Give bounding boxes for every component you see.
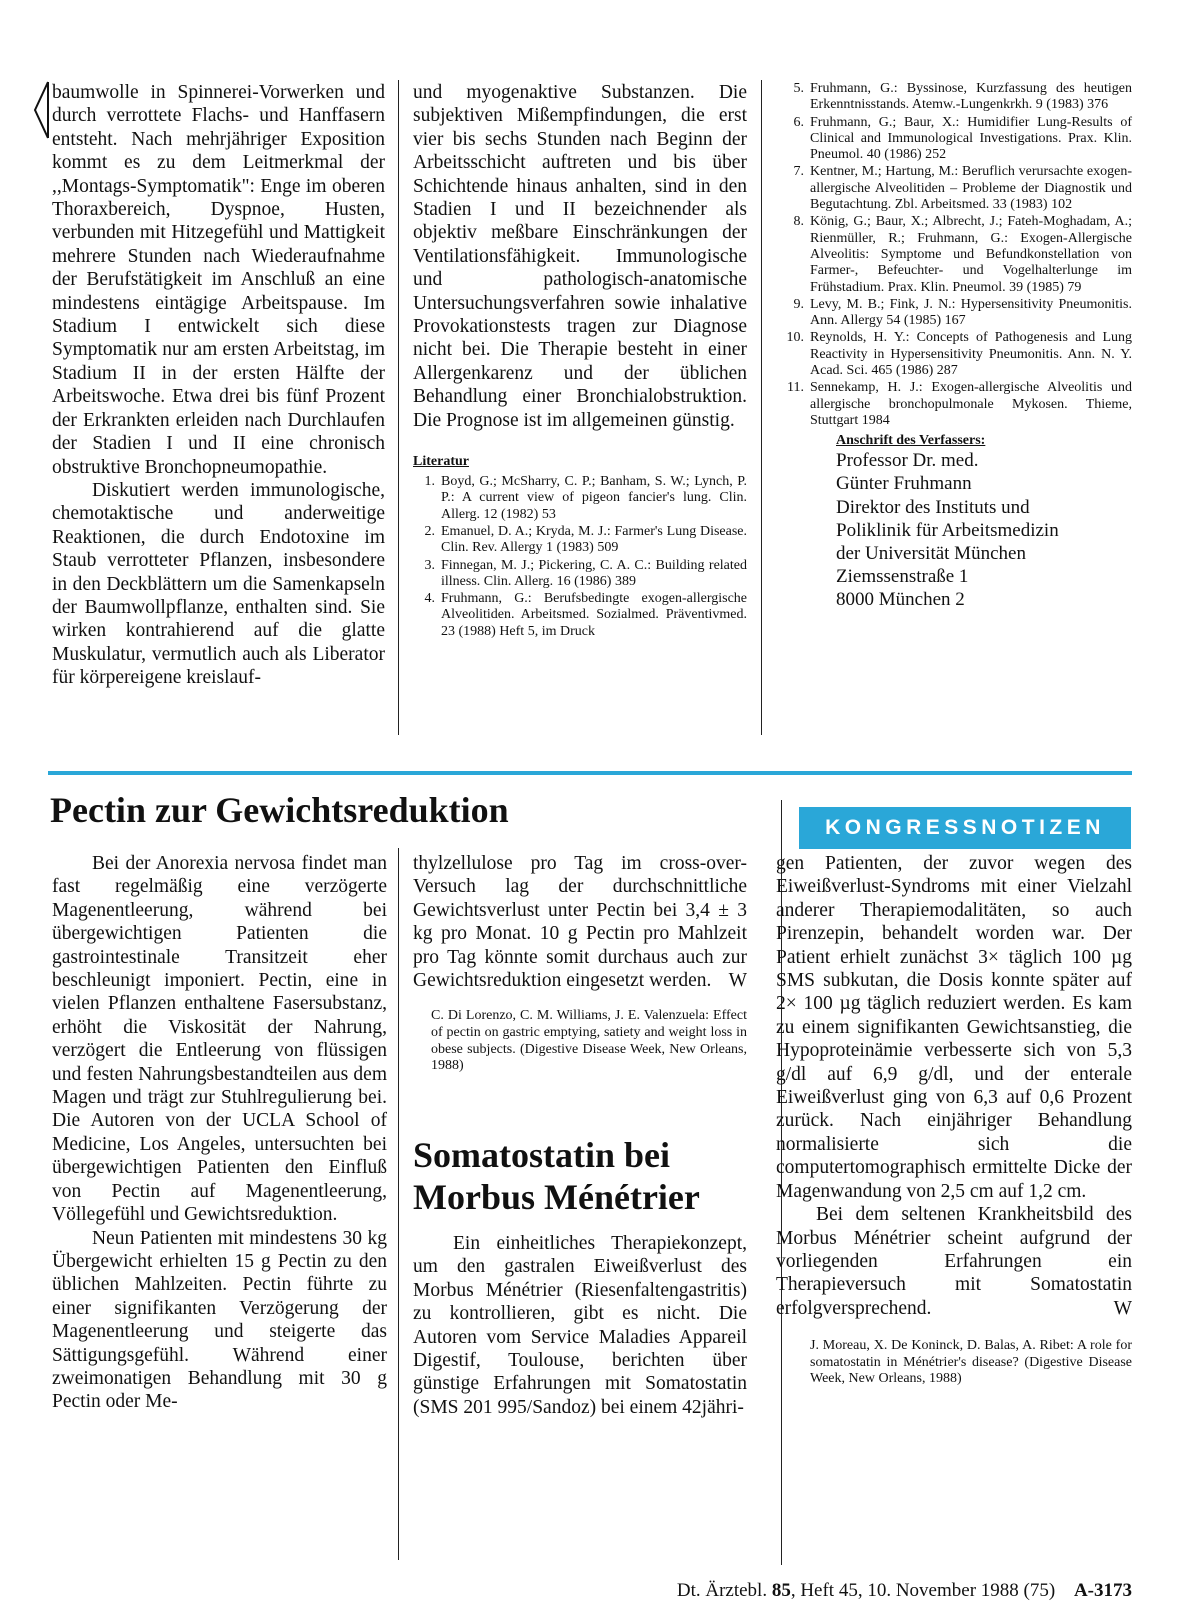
reference-item: 10. Reynolds, H. Y.: Concepts of Pathogenesis and Lung Reactivity in Hypersensitivity Pneumonitis. Ann. N. Y. Acad. Sci. 465 (1986) 287 [786, 330, 1132, 379]
reference-item: 7. Kentner, M.; Hartung, M.: Beruflich verursachte exogen-allergische Alveolitiden – Probleme der Diagnostik und Begutachtung. Zbl. Arbeitsmed. 33 (1983) 102 [793, 164, 1132, 213]
author-signature: W [728, 970, 747, 992]
top-col1 [52, 81, 385, 690]
section-label: KONGRESSNOTIZEN [799, 807, 1131, 849]
reference-item: 5. Fruhmann, G.: Byssinose, Kurzfassung des heutigen Erkenntnisstands. Atemw.-Lungenkrkh. 9 (1983) 376 [793, 81, 1132, 113]
source-citation: J. Moreau, X. De Koninck, D. Balas, A. Ribet: A role for somatostatin in Ménétrier's disease? (Digestive Disease Week, New Orleans, 1988) [810, 1338, 1132, 1387]
page-footer: Dt. Ärztebl. 85, Heft 45, 10. November 1988 (75) A-3173 [676, 1580, 1132, 1601]
address-line: Ziemssenstraße 1 [836, 566, 969, 588]
paragraph: Neun Patienten mit mindestens 30 kg Übergewicht erhielten 15 g Pectin zu den üblichen Mahlzeiten. Pectin führte zu einer signifikanten Verzögerung der Magenentleerung und steigerte das Sättigungsgefühl. Während einer zweimonatigen Behandlung mit 30 g Pectin oder Me- [52, 1227, 387, 1413]
literatur-heading: Literatur [413, 454, 469, 470]
address-line: Direktor des Instituts und [836, 496, 1030, 518]
author-address [836, 433, 1132, 611]
paragraph: Diskutiert werden immunologische, chemotaktische und anderweitige Reaktionen, die durch Endotoxine im Staub verrotteter Pflanzen, insbesondere in den Deckblättern um die Samenkapseln der Baumwollpflanze, enthalten sind. Sie wirken kontrahierend auf die glatte Muskulatur, vermutlich auch als Liberator für körpereigene kreislauf- [52, 479, 385, 689]
top-col2 [413, 81, 747, 641]
reference-item: 3. Finnegan, M. J.; Pickering, C. A. C.: Building related illness. Clin. Allerg. 16 (1986) 389 [424, 557, 747, 589]
address-line: Poliklinik für Arbeitsmedizin [836, 519, 1059, 541]
column-divider [398, 80, 399, 735]
section-divider [48, 771, 1132, 775]
top-col3 [776, 81, 1132, 612]
somatostatin-col2 [413, 1232, 747, 1419]
paragraph: baumwolle in Spinnerei-Vorwerken und durch verrottete Flachs- und Hanffasern entsteht. Nach mehrjähriger Exposition kommt es zu dem Leitmerkmal der ,,Montags-Symptomatik": Enge im oberen Thoraxbereich, Dyspnoe, Husten, verbunden mit Hitzegefühl und Mattigkeit mehrere Stunden nach Wiederaufnahme der Berufstätigkeit im Anschluß an eine mindestens eintägige Arbeitspause. Im Stadium I entwickelt sich diese Symptomatik nur am ersten Arbeitstag, im Stadium II in der ersten Hälfte der Arbeitswoche. Etwa drei bis fünf Prozent der Erkrankten erleiden nach Durchlaufen der Stadien I und II eine chronisch obstruktive Bronchopneumopathie. [52, 82, 385, 478]
article-title: Somatostatin bei Morbus Ménétrier [413, 1135, 700, 1217]
pectin-col2 [413, 852, 747, 1075]
column-divider [398, 848, 399, 1560]
author-signature: W [1113, 1297, 1132, 1319]
reference-item: 8. König, G.; Baur, X.; Albrecht, J.; Fateh-Moghadam, A.; Rienmüller, R.; Fruhmann, G.: Exogen-Allergische Alveolitis: Symptome und Befundkonstellation von Farmer-, Befeuchter- und Vogelhalterlunge im Frühstadium. Prax. Klin. Pneumol. 39 (1985) 79 [793, 214, 1132, 295]
paragraph: Bei dem seltenen Krankheitsbild des Morbus Ménétrier scheint aufgrund der vorliegenden Erfahrungen ein Therapieversuch mit Somatostatin erfolgversprechend. W [776, 1204, 1132, 1319]
page-number: A-3173 [1073, 1580, 1132, 1601]
address-line: Professor Dr. med. [836, 450, 979, 472]
column-divider [761, 80, 762, 735]
reference-item: 4. Fruhmann, G.: Berufsbedingte exogen-allergische Alveolitiden. Arbeitsmed. Sozialmed. Präventivmed. 23 (1988) Heft 5, im Druck [424, 591, 747, 639]
address-line: Günter Fruhmann [836, 473, 972, 495]
paragraph: und myogenaktive Substanzen. Die subjektiven Mißempfindungen, die erst vier bis sechs Stunden nach Beginn der Arbeitsschicht auftreten und bis über Schichtende hinaus anhalten, sind in den Stadien I und II bezeichnender als objektiv meßbare Einschränkungen der Ventilationsfähigkeit. Immunologische und pathologisch-anatomische Untersuchungsverfahren sowie inhalative Provokationstests tragen zur Diagnose nicht bei. Die Therapie besteht in einer Allergenkarenz und der üblichen Behandlung einer Bronchialobstruktion. Die Prognose ist im allgemeinen günstig. [413, 82, 747, 431]
reference-item: 9. Levy, M. B.; Fink, J. N.: Hypersensitivity Pneumonitis. Ann. Allergy 54 (1985) 167 [793, 296, 1132, 329]
paragraph: gen Patienten, der zuvor wegen des Eiweißverlust-Syndroms mit einer Vielzahl anderer Therapiemodalitäten, so auch Pirenzepin, behandelt worden war. Der Patient erhielt zunächst 3× täglich 100 µg SMS subkutan, die Dosis konnte später auf 2× 100 µg täglich reduziert werden. Es kam zu einem signifikanten Gewichtsanstieg, die Hypoproteinämie verbesserte sich von 5,3 g/dl auf 6,9 g/dl, und der enterale Eiweißverlust ging von 6,3 auf 0,6 Prozent zurück. Nach einjähriger Behandlung normalisierte sich die computertomographisch ermittelte Dicke der Magenwandung von 2,5 cm auf 1,2 cm. [776, 853, 1132, 1202]
reference-list [776, 81, 1132, 429]
address-line: 8000 München 2 [836, 589, 965, 611]
article-title: Pectin zur Gewichtsreduktion [50, 790, 509, 830]
somatostatin-col3 [776, 852, 1132, 1388]
source-citation: C. Di Lorenzo, C. M. Williams, J. E. Valenzuela: Effect of pectin on gastric emptying, satiety and weight loss in obese subjects. (Digestive Disease Week, New Orleans, 1988) [431, 1008, 747, 1074]
reference-item: 2. Emanuel, D. A.; Kryda, M. J.: Farmer's Lung Disease. Clin. Rev. Allergy 1 (1983) 509 [424, 523, 747, 556]
reference-item: 11. Sennekamp, H. J.: Exogen-allergische Alveolitis und allergische bronchopulmonale Mykosen. Thieme, Stuttgart 1984 [787, 380, 1132, 428]
paragraph: Ein einheitliches Therapiekonzept, um den gastralen Eiweißverlust des Morbus Ménétrier (Riesenfaltengastritis) zu kontrollieren, gibt es nicht. Die Autoren vom Service Maladies Appareil Digestif, Toulouse, berichten über günstige Erfahrungen mit Somatostatin (SMS 201 995/Sandoz) bei einem 42jähri- [413, 1233, 747, 1418]
reference-list [407, 474, 747, 640]
reference-item: 6. Fruhmann, G.; Baur, X.: Humidifier Lung-Results of Clinical and Immunological Investigations. Prax. Klin. Pneumol. 40 (1986) 252 [793, 114, 1132, 163]
continuation-chevron-icon [33, 80, 49, 140]
reference-item: 1. Boyd, G.; McSharry, C. P.; Banham, S. W.; Lynch, P. P.: A current view of pigeon fancier's lung. Clin. Allerg. 12 (1982) 53 [424, 474, 747, 522]
address-heading: Anschrift des Verfassers: [836, 433, 986, 449]
address-line: der Universität München [836, 543, 1026, 565]
paragraph: Bei der Anorexia nervosa findet man fast regelmäßig eine verzögerte Magenentleerung, während bei übergewichtigen Patienten die gastrointestinale Transitzeit eher beschleunigt imponiert. Pectin, eine in vielen Pflanzen enthaltene Fasersubstanz, erhöht die Viskosität der Nahrung, verzögert die Entleerung von flüssigen und festen Nahrungsbestandteilen aus dem Magen und trägt zur Stuhlregulierung bei. Die Autoren von der UCLA School of Medicine, Los Angeles, untersuchten bei übergewichtigen Patienten den Einfluß von Pectin auf Magenentleerung, Völlegefühl und Gewichtsreduktion. [52, 853, 387, 1226]
pectin-col1 [52, 852, 387, 1414]
paragraph: thylzellulose pro Tag im cross-over-Versuch lag der durchschnittliche Gewichtsverlust unter Pectin bei 3,4 ± 3 kg pro Monat. 10 g Pectin pro Mahlzeit pro Tag könnte somit durchaus auch zur Gewichtsreduktion eingesetzt werden. W [413, 853, 747, 992]
